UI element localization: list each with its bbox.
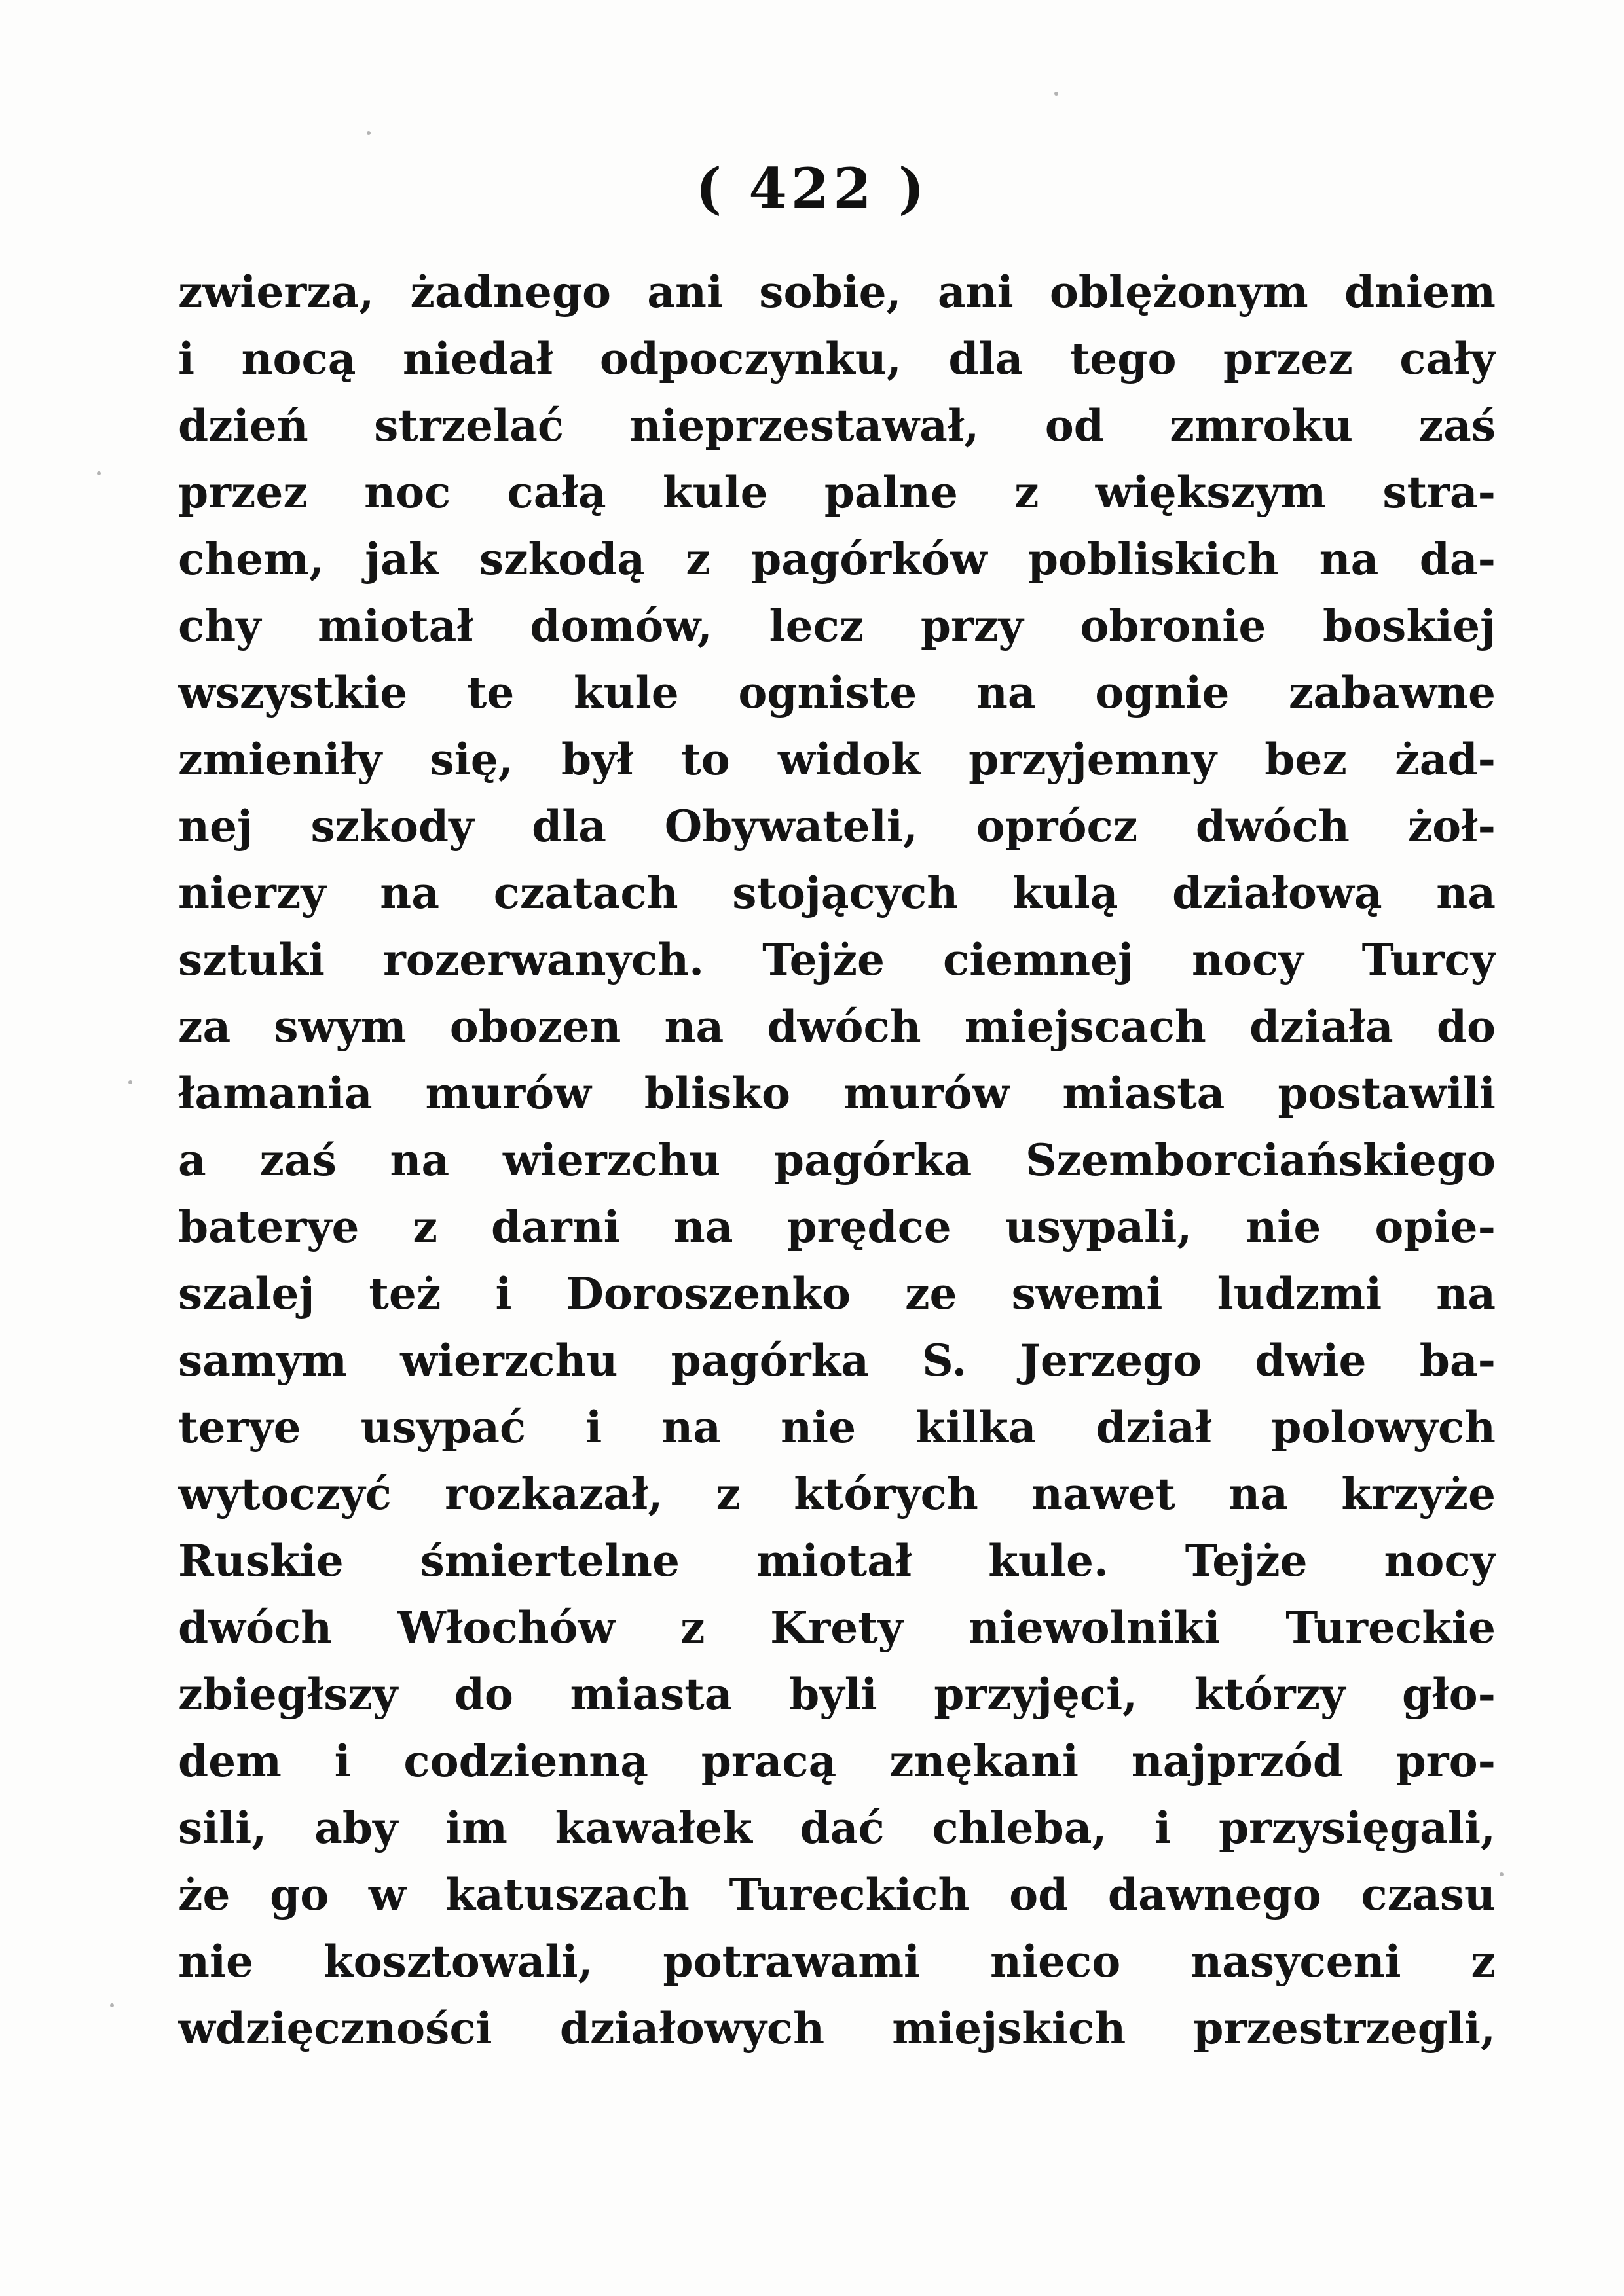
text-line: sztuki rozerwanych. Tejże ciemnej nocy Turcy	[178, 934, 1496, 985]
text-line: chem, jak szkodą z pagórków pobliskich na da-	[178, 534, 1496, 585]
text-line: sili, aby im kawałek dać chleba, i przysięgali,	[178, 1802, 1496, 1853]
text-line: dem i codzienną pracą znękani najprzód pro-	[178, 1736, 1496, 1787]
text-line: nierzy na czatach stojących kulą działową na	[178, 867, 1496, 919]
scan-speck	[367, 131, 371, 135]
text-line: samym wierzchu pagórka S. Jerzego dwie ba-	[178, 1335, 1496, 1386]
scan-speck	[110, 2003, 114, 2007]
text-line: i nocą niedał odpoczynku, dla tego przez cały	[178, 333, 1496, 384]
text-line: nej szkody dla Obywateli, oprócz dwóch żoł-	[178, 801, 1496, 852]
text-line: dwóch Włochów z Krety niewolniki Tureckie	[178, 1602, 1496, 1653]
text-line: łamania murów blisko murów miasta postawili	[178, 1068, 1496, 1119]
scan-speck	[1500, 1872, 1504, 1876]
scan-speck	[97, 471, 101, 475]
text-line: zmieniły się, był to widok przyjemny bez żad-	[178, 734, 1496, 785]
text-line: przez noc całą kule palne z większym stra-	[178, 467, 1496, 518]
text-line: wytoczyć rozkazał, z których nawet na krzyże	[178, 1468, 1496, 1520]
text-line: że go w katuszach Tureckich od dawnego czasu	[178, 1869, 1496, 1920]
text-line: nie kosztowali, potrawami nieco nasyceni z	[178, 1936, 1496, 1987]
scan-speck	[1054, 92, 1058, 96]
text-line: za swym obozen na dwóch miejscach działa do	[178, 1001, 1496, 1052]
text-line: wdzięczności działowych miejskich przestrzegli,	[178, 2003, 1496, 2054]
text-line: zbiegłszy do miasta byli przyjęci, którzy gło-	[178, 1669, 1496, 1720]
text-line: chy miotał domów, lecz przy obronie boskiej	[178, 600, 1496, 651]
text-line: zwierza, żadnego ani sobie, ani oblężonym dniem	[178, 266, 1496, 318]
text-body	[178, 259, 1496, 2062]
text-line: Ruskie śmiertelne miotał kule. Tejże nocy	[178, 1535, 1496, 1586]
text-line: dzień strzelać nieprzestawał, od zmroku zaś	[178, 400, 1496, 451]
text-line: baterye z darni na prędce usypali, nie opie-	[178, 1201, 1496, 1252]
text-line: wszystkie te kule ogniste na ognie zabawne	[178, 667, 1496, 718]
scan-speck	[128, 1080, 132, 1084]
text-line: terye usypać i na nie kilka dział polowych	[178, 1402, 1496, 1453]
text-line: szalej też i Doroszenko ze swemi ludzmi na	[178, 1268, 1496, 1319]
page-number: ( 422 )	[695, 156, 929, 221]
text-line: a zaś na wierzchu pagórka Szemborciańskiego	[178, 1135, 1496, 1186]
